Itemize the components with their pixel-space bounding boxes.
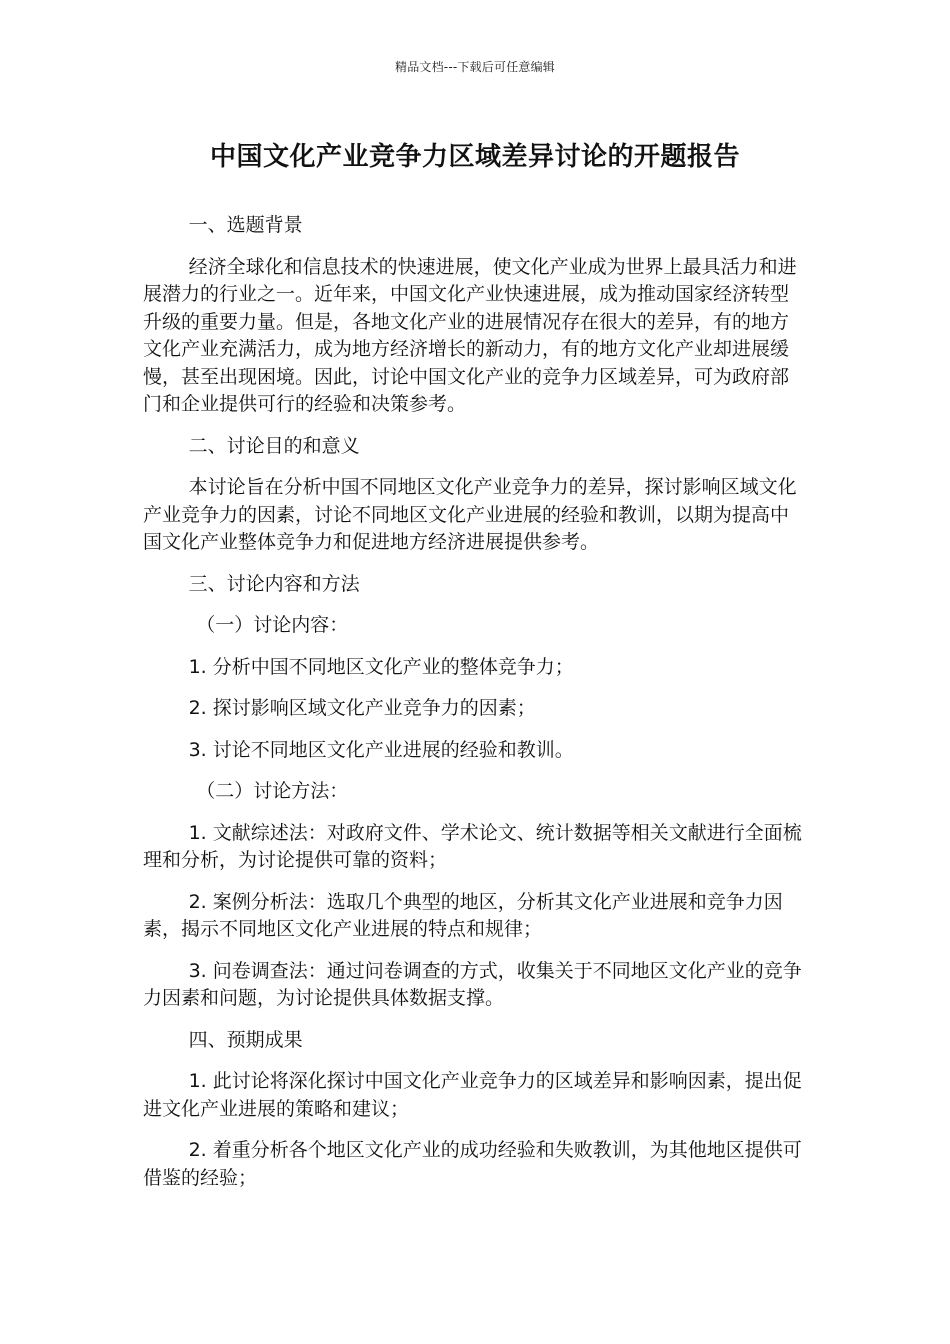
section-heading-expected-results: 四、预期成果: [188, 1028, 303, 1051]
section-heading-content-method: 三、讨论内容和方法: [188, 572, 360, 595]
list-item: 1. 此讨论将深化探讨中国文化产业竞争力的区域差异和影响因素，提出促进文化产业进展的策略和建议；: [143, 1070, 802, 1120]
subheading-method: （二）讨论方法：: [196, 780, 349, 802]
list-item: 1. 文献综述法：对政府文件、学术论文、统计数据等相关文献进行全面梳理和分析，为讨论提供可靠的资料；: [143, 821, 802, 871]
section-heading-background: 一、选题背景: [188, 214, 303, 236]
paragraph-background: 经济全球化和信息技术的快速进展，使文化产业成为世界上最具活力和进展潜力的行业之一。近年来，中国文化产业快速进展，成为推动国家经济转型升级的重要力量。但是，各地文化产业的进展情况存在很大的差异，有的地方文化产业充满活力，成为地方经济增长的新动力，有的地方文化产业却进展缓慢，甚至出现困境。因此，讨论中国文化产业的竞争力区域差异，可为政府部门和企业提供可行的经验和决策参考。: [143, 255, 797, 415]
list-item: 2. 探讨影响区域文化产业竞争力的因素；: [188, 697, 536, 719]
section-heading-purpose: 二、讨论目的和意义: [188, 434, 360, 457]
list-item: 2. 案例分析法：选取几个典型的地区，分析其文化产业进展和竞争力因素，揭示不同地区文化产业进展的特点和规律；: [143, 890, 783, 940]
list-item: 3. 讨论不同地区文化产业进展的经验和教训。: [188, 738, 574, 761]
document-body: [143, 212, 803, 1206]
paragraph-purpose: 本讨论旨在分析中国不同地区文化产业竞争力的差异，探讨影响区域文化产业竞争力的因素，讨论不同地区文化产业进展的经验和教训，以期为提高中国文化产业整体竞争力和促进地方经济进展提供参考。: [143, 476, 797, 553]
subheading-content: （一）讨论内容：: [196, 614, 349, 636]
list-item: 1. 分析中国不同地区文化产业的整体竞争力；: [188, 655, 574, 678]
document-title: 中国文化产业竞争力区域差异讨论的开题报告: [209, 142, 740, 172]
header-note: 精品文档---下载后可任意编辑: [395, 60, 555, 74]
list-item: 2. 着重分析各个地区文化产业的成功经验和失败教训，为其他地区提供可借鉴的经验；: [143, 1139, 802, 1189]
list-item: 3. 问卷调查法：通过问卷调查的方式，收集关于不同地区文化产业的竞争力因素和问题，为讨论提供具体数据支撑。: [143, 959, 802, 1009]
